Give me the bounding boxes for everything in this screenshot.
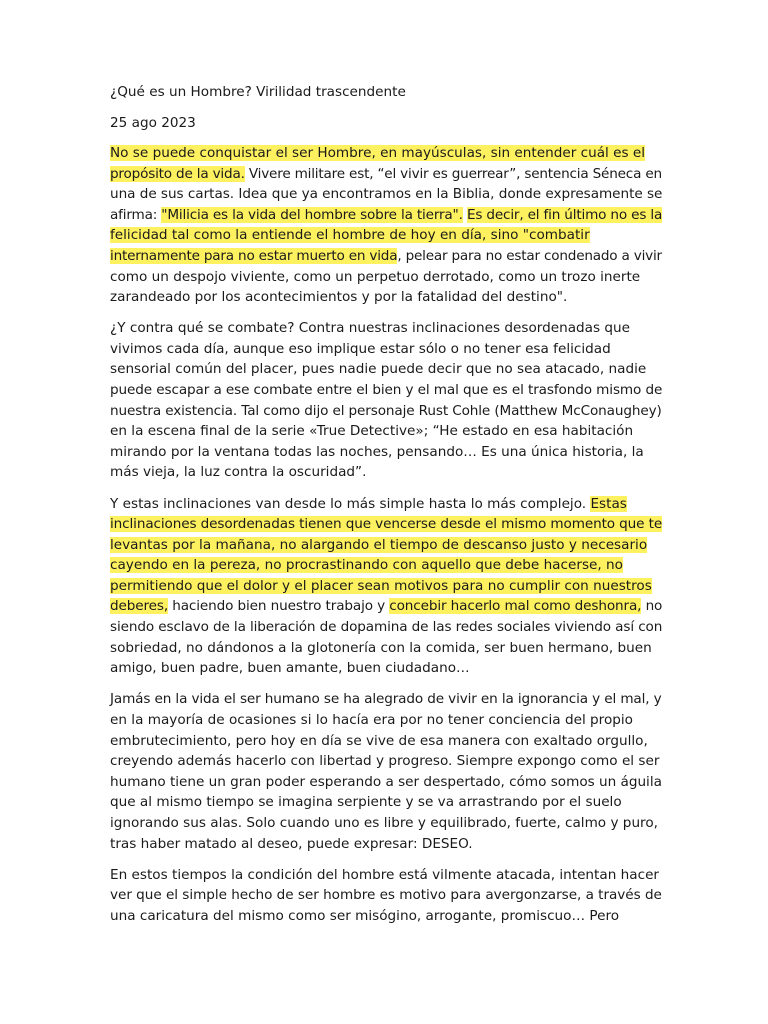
- highlighted-text: inclinaciones desordenadas tienen que vencerse desde el mismo momento que te: [110, 516, 663, 533]
- text-segment: Jamás en la vida el ser humano se ha alegrado de vivir en la ignorancia y el mal, y: [110, 691, 662, 708]
- text-line: [110, 339, 662, 360]
- text-segment: más vieja, la luz contra la oscuridad”.: [110, 464, 367, 481]
- highlighted-text: propósito de la vida.: [110, 165, 245, 182]
- text-line: [110, 514, 662, 535]
- text-line: [110, 772, 662, 793]
- text-segment: , pelear para no estar condenado a vivir: [397, 247, 662, 264]
- text-line: [110, 710, 662, 731]
- paragraph: [110, 494, 662, 679]
- text-line: [110, 205, 662, 226]
- text-line: [110, 494, 662, 515]
- text-line: [110, 225, 662, 246]
- text-line: [110, 359, 662, 380]
- highlighted-text: levantas por la mañana, no alargando el tiempo de descanso justo y necesario: [110, 536, 648, 553]
- text-line: [110, 576, 662, 597]
- text-segment: ignorando sus alas. Solo cuando uno es libre y equilibrado, fuerte, calmo y puro,: [110, 814, 658, 831]
- article-date: 25 ago 2023: [110, 114, 196, 131]
- text-segment: sensorial común del placer, pues nadie puede decir que no sea atacado, nadie: [110, 361, 647, 378]
- text-segment: siendo esclavo de la liberación de dopamina de las redes sociales viviendo así con: [110, 619, 663, 636]
- article-paragraphs: [110, 143, 662, 926]
- text-segment: en la mayoría de ocasiones si lo hacía era por no tener conciencia del propio: [110, 711, 633, 728]
- text-segment: nuestra existencia. Tal como dijo el personaje Rust Cohle (Matthew McConaughey): [110, 402, 662, 419]
- highlighted-text: cayendo en la pereza, no procrastinando con aquello que debe hacerse, no: [110, 557, 623, 574]
- text-line: [110, 143, 662, 164]
- text-segment: ¿Y contra qué se combate? Contra nuestras inclinaciones desordenadas que: [110, 320, 631, 337]
- text-line: [110, 792, 662, 813]
- text-line: [110, 658, 662, 679]
- text-segment: como un despojo viviente, como un perpetuo derrotado, como un trozo inerte: [110, 268, 641, 285]
- highlighted-text: Estas: [590, 495, 627, 512]
- text-line: [110, 462, 662, 483]
- text-segment: tras haber matado al deseo, puede expresar: DESEO.: [110, 835, 473, 852]
- text-line: [110, 689, 662, 710]
- text-segment: Y estas inclinaciones van desde lo más simple hasta lo más complejo.: [110, 495, 591, 512]
- text-line: [110, 535, 662, 556]
- text-segment: una de sus cartas. Idea que ya encontramos en la Biblia, donde expresamente se: [110, 186, 663, 203]
- text-line: [110, 401, 662, 422]
- text-segment: en la escena final de la serie «True Detective»; “He estado en esa habitación: [110, 423, 634, 440]
- text-line: [110, 267, 662, 288]
- text-segment: creyendo además hacerlo con libertad y progreso. Siempre expongo como el ser: [110, 753, 660, 770]
- text-segment: afirma:: [110, 206, 162, 223]
- text-segment: mirando por la ventana todas las noches, pensando… Es una única historia, la: [110, 443, 644, 460]
- text-segment: haciendo bien nuestro trabajo y: [168, 598, 390, 615]
- text-segment: sobriedad, no dándonos a la glotonería con la comida, ser buen hermano, buen: [110, 639, 652, 656]
- text-line: [110, 813, 662, 834]
- text-segment: En estos tiempos la condición del hombre está vilmente atacada, intentan hacer: [110, 866, 660, 883]
- paragraph: [110, 689, 662, 854]
- text-segment: Vivere militare est, “el vivir es guerrear”, sentencia Séneca en: [244, 165, 662, 182]
- highlighted-text: "Milicia es la vida del hombre sobre la tierra".: [161, 206, 463, 223]
- highlighted-text: permitiendo que el dolor y el placer sean motivos para no cumplir con nuestros: [110, 577, 652, 594]
- highlighted-text: Es decir, el fin último no es la: [466, 206, 663, 223]
- text-line: [110, 421, 662, 442]
- text-line: [110, 318, 662, 339]
- text-line: [110, 164, 662, 185]
- text-line: [110, 442, 662, 463]
- text-segment: vivimos cada día, aunque eso implique estar sólo o no tener esa felicidad: [110, 340, 611, 357]
- text-line: [110, 380, 662, 401]
- text-line: [110, 638, 662, 659]
- text-segment: embrutecimiento, pero hoy en día se vive de esa manera con exaltado orgullo,: [110, 732, 648, 749]
- text-segment: ver que el simple hecho de ser hombre es motivo para avergonzarse, a través de: [110, 887, 662, 904]
- highlighted-text: internamente para no estar muerto en vida: [110, 247, 398, 264]
- text-segment: zarandeado por los acontecimientos y por la fatalidad del destino".: [110, 289, 568, 306]
- paragraph: [110, 143, 662, 308]
- paragraph: [110, 865, 662, 927]
- text-line: [110, 906, 662, 927]
- text-line: [110, 731, 662, 752]
- text-line: [110, 184, 662, 205]
- highlighted-text: deberes,: [110, 598, 169, 615]
- text-line: [110, 555, 662, 576]
- text-segment: amigo, buen padre, buen amante, buen ciudadano…: [110, 660, 470, 677]
- text-line: [110, 596, 662, 617]
- text-line: [110, 751, 662, 772]
- text-line: [110, 865, 662, 886]
- text-segment: humano tiene un gran poder esperando a ser despertado, cómo somos un águila: [110, 773, 662, 790]
- highlighted-text: felicidad tal como la entiende el hombre de hoy en día, sino "combatir: [110, 227, 590, 244]
- article-body: [110, 82, 662, 937]
- text-segment: puede escapar a ese combate entre el bien y el mal que es el trasfondo mismo de: [110, 382, 663, 399]
- paragraph: [110, 318, 662, 483]
- highlighted-text: concebir hacerlo mal como deshonra,: [389, 598, 642, 615]
- text-line: [110, 885, 662, 906]
- text-line: [110, 834, 662, 855]
- text-segment: que al mismo tiempo se imagina serpiente y se va arrastrando por el suelo: [110, 794, 622, 811]
- highlighted-text: No se puede conquistar el ser Hombre, en mayúsculas, sin entender cuál es el: [110, 145, 646, 161]
- text-line: [110, 246, 662, 267]
- text-line: [110, 287, 662, 308]
- text-line: [110, 617, 662, 638]
- text-segment: no: [641, 598, 663, 615]
- article-title: ¿Qué es un Hombre? Virilidad trascendente: [110, 84, 406, 100]
- text-segment: una caricatura del mismo como ser misógino, arrogante, promiscuo… Pero: [110, 907, 620, 924]
